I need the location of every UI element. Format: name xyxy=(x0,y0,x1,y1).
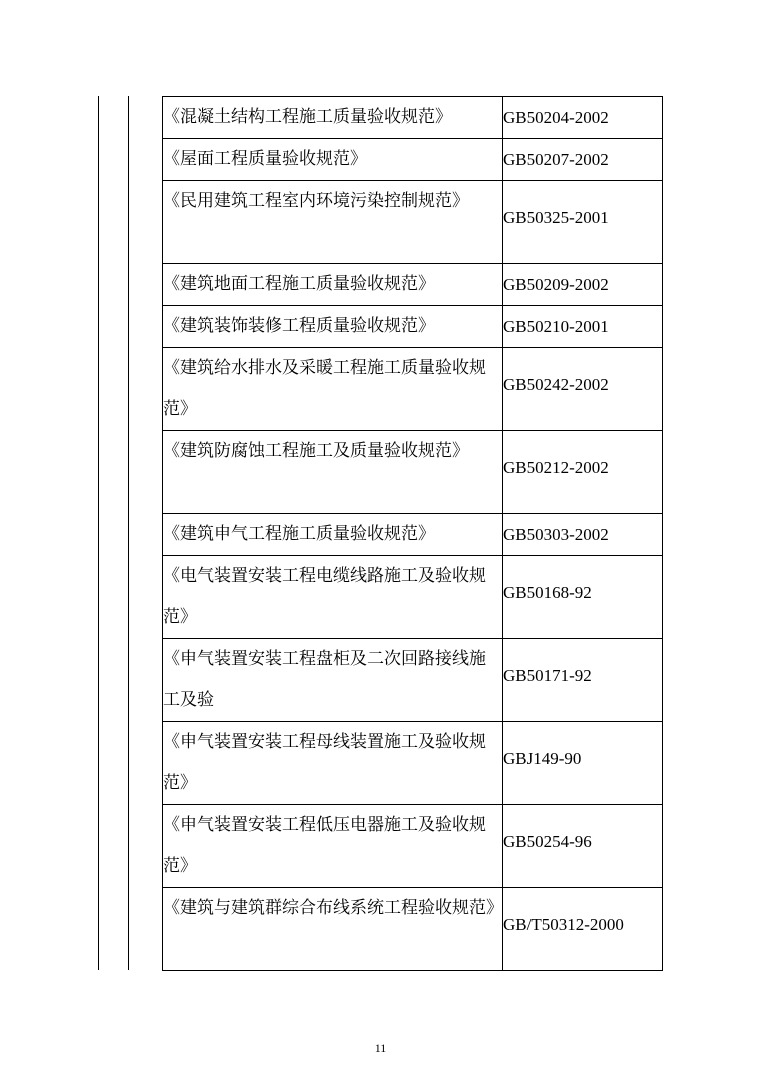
page-number: 11 xyxy=(374,1041,387,1055)
table-row xyxy=(163,722,663,805)
table-row xyxy=(163,888,663,971)
table-row xyxy=(163,264,663,306)
standard-name: 《民用建筑工程室内环境污染控制规范》 xyxy=(163,181,503,264)
standard-code: GB50171-92 xyxy=(503,639,663,722)
table-row xyxy=(163,181,663,264)
standard-code: GB50303-2002 xyxy=(503,514,663,556)
standard-code: GB50209-2002 xyxy=(503,264,663,306)
table-row xyxy=(163,431,663,514)
table-row xyxy=(163,306,663,348)
table-row xyxy=(163,514,663,556)
standard-name: 《建筑给水排水及采暖工程施工质量验收规范》 xyxy=(163,348,503,431)
standard-code: GB50325-2001 xyxy=(503,181,663,264)
table-row xyxy=(163,805,663,888)
standard-name: 《建筑与建筑群综合布线系统工程验收规范》 xyxy=(163,888,503,971)
standard-code: GBJ149-90 xyxy=(503,722,663,805)
table-row xyxy=(163,139,663,181)
standard-code: GB50204-2002 xyxy=(503,97,663,139)
standard-code: GB/T50312-2000 xyxy=(503,888,663,971)
standards-table xyxy=(162,96,663,971)
standard-name: 《申气装置安装工程盘柜及二次回路接线施工及验 xyxy=(163,639,503,722)
standard-code: GB50212-2002 xyxy=(503,431,663,514)
standard-code: GB50254-96 xyxy=(503,805,663,888)
table-row xyxy=(163,639,663,722)
standard-name: 《电气装置安装工程电缆线路施工及验收规范》 xyxy=(163,556,503,639)
standard-name: 《申气装置安装工程低压电器施工及验收规范》 xyxy=(163,805,503,888)
margin-rule-inner xyxy=(128,96,129,970)
standard-name: 《建筑装饰装修工程质量验收规范》 xyxy=(163,306,503,348)
standard-code: GB50242-2002 xyxy=(503,348,663,431)
standard-name: 《屋面工程质量验收规范》 xyxy=(163,139,503,181)
standard-name: 《申气装置安装工程母线装置施工及验收规范》 xyxy=(163,722,503,805)
standard-name: 《建筑申气工程施工质量验收规范》 xyxy=(163,514,503,556)
standard-name: 《混凝土结构工程施工质量验收规范》 xyxy=(163,97,503,139)
table-row xyxy=(163,348,663,431)
standard-code: GB50210-2001 xyxy=(503,306,663,348)
standard-code: GB50168-92 xyxy=(503,556,663,639)
table-row xyxy=(163,556,663,639)
standard-name: 《建筑地面工程施工质量验收规范》 xyxy=(163,264,503,306)
standard-name: 《建筑防腐蚀工程施工及质量验收规范》 xyxy=(163,431,503,514)
standard-code: GB50207-2002 xyxy=(503,139,663,181)
table-row xyxy=(163,97,663,139)
margin-rule-outer xyxy=(98,96,99,970)
